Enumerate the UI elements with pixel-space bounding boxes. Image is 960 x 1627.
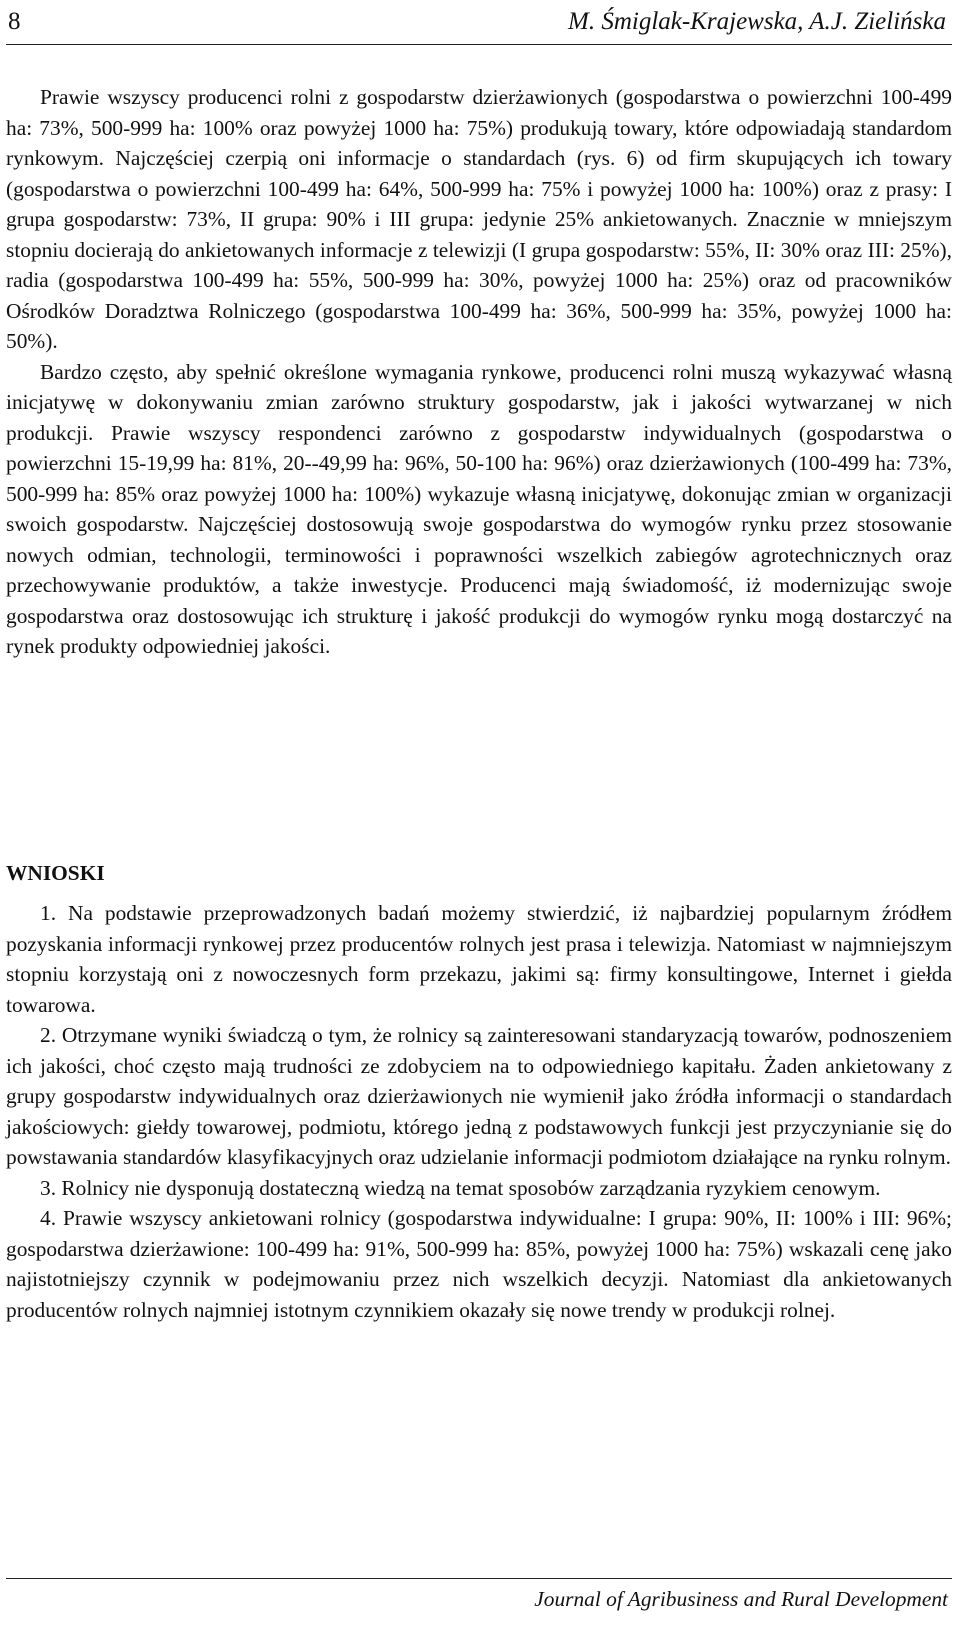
section-heading: WNIOSKI	[6, 861, 105, 885]
page-header	[6, 0, 952, 45]
page-footer	[6, 1578, 952, 1619]
paragraph: Prawie wszyscy producenci rolni z gospodarstw dzierżawionych (gospodarstwa o powierzchni 100-499 ha: 73%, 500-999 ha: 100% oraz powyżej 1000 ha: 75%) produkują towary, które odpowiadają standardom rynkowym. Najczęściej czerpią oni informacje o standardach (rys. 6) od firm skupujących ich towary (gospodarstwa o powierzchni 100-499 ha: 64%, 500-999 ha: 75% i powyżej 1000 ha: 100%) oraz z prasy: I grupa gospodarstw: 73%, II grupa: 90% i III grupa: jedynie 25% ankietowanych. Znacznie w mniejszym stopniu docierają do ankietowanych informacje z telewizji (I grupa gospodarstw: 55%, II: 30% oraz III: 25%), radia (gospodarstwa 100-499 ha: 55%, 500-999 ha: 30%, powyżej 1000 ha: 25%) oraz od pracowników Ośrodków Doradztwa Rolniczego (gospodarstwa 100-499 ha: 36%, 500-999 ha: 35%, powyżej 1000 ha: 50%).	[6, 85, 952, 353]
paragraph: Bardzo często, aby spełnić określone wymagania rynkowe, producenci rolni muszą wykazywać własną inicjatywę w dokonywaniu zmian zarówno struktury gospodarstw, jak i jakości wytwarzanej w nich produkcji. Prawie wszyscy respondenci zarówno z gospodarstw indywidualnych (gospodarstwa o powierzchni 15-19,99 ha: 81%, 20--49,99 ha: 96%, 50-100 ha: 96%) oraz dzierżawionych (100-499 ha: 73%, 500-999 ha: 85% oraz powyżej 1000 ha: 100%) wykazuje własną inicjatywę, dokonując zmian w organizacji swoich gospodarstw. Najczęściej dostosowują swoje gospodarstwa do wymogów rynku przez stosowanie nowych odmian, technologii, terminowości i poprawności wszelkich zabiegów agrotechnicznych oraz przechowywanie produktów, a także inwestycje. Producenci mają świadomość, iż modernizując swoje gospodarstwa oraz dostosowując ich strukturę i jakość produkcji do wymogów rynku mogą dostarczyć na rynek produkty odpowiedniej jakości.	[6, 359, 952, 658]
body-text	[6, 82, 952, 662]
conclusion-item: 4. Prawie wszyscy ankietowani rolnicy (gospodarstwa indywidualne: I grupa: 90%, II: 100% i III: 96%; gospodarstwa dzierżawione: 100-499 ha: 91%, 500-999 ha: 85%, powyżej 1000 ha: 75%) wskazali cenę jako najistotniejszy czynnik w podejmowaniu przez nich wszelkich decyzji. Natomiast dla ankietowanych producentów rolnych najmniej istotnym czynnikiem okazały się nowe trendy w produkcji rolnej.	[6, 1206, 952, 1322]
page-number: 8	[8, 8, 21, 35]
conclusion-item: 3. Rolnicy nie dysponują dostateczną wiedzą na temat sposobów zarządzania ryzykiem cenowym.	[40, 1175, 881, 1200]
conclusions-list	[6, 898, 952, 1325]
conclusion-item: 2. Otrzymane wyniki świadczą o tym, że rolnicy są zainteresowani standaryzacją towarów, podnoszeniem ich jakości, choć często mają trudności ze zdobyciem na to odpowiedniego kapitału. Żaden ankietowany z grupy gospodarstw indywidualnych oraz dzierżawionych nie wymienił jako źródła informacji o standardach jakościowych: giełdy towarowej, podmiotu, którego jedną z podstawowych funkcji jest przyczynianie się do powstawania standardów klasyfikacyjnych oraz udzielanie informacji podmiotom działające na rynku rolnym.	[6, 1023, 952, 1169]
journal-name: Journal of Agribusiness and Rural Development	[534, 1587, 948, 1611]
running-head-authors: M. Śmiglak-Krajewska, A.J. Zielińska	[568, 8, 946, 35]
conclusion-item: 1. Na podstawie przeprowadzonych badań możemy stwierdzić, iż najbardziej popularnym źródłem pozyskania informacji rynkowej przez producentów rolnych jest prasa i telewizja. Natomiast w najmniejszym stopniu korzystają oni z nowoczesnych form przekazu, jakimi są: firmy konsultingowe, Internet i giełda towarowa.	[6, 901, 952, 1017]
